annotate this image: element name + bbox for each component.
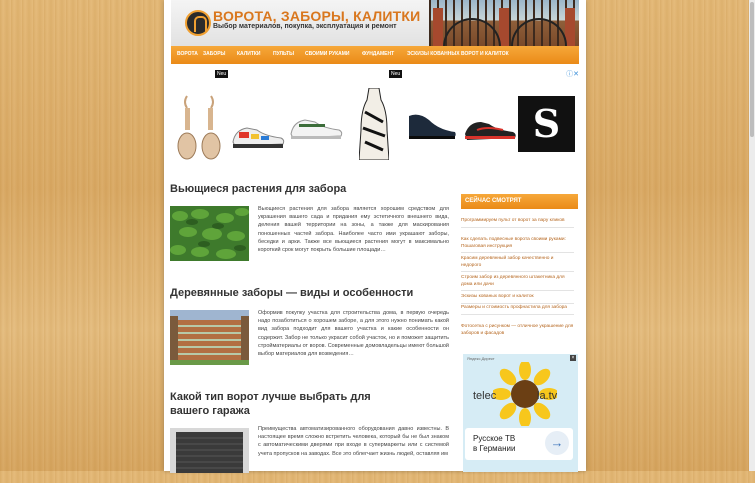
ad-label: Яндекс.Директ xyxy=(467,356,495,361)
ad-product-sport-shoe[interactable] xyxy=(461,70,517,178)
ad-badge: Neu xyxy=(391,71,401,77)
article-excerpt: Вьющиеся растения для забора является хорошим средством для украшения вашего сада и придания ему эстетичного внешнего вида, деления вашей территории на зоны, а также для маскирования поношенных частей забора. Наиболее часто ими украшают заборы, беседки и арки. Также все вьющиеся растения могут в максимально короткий срок могут покрыть большие площади… xyxy=(258,206,449,254)
product-ad-banner[interactable] xyxy=(171,70,579,180)
sidebar-link[interactable]: Строим забор из деревянного штакетника для дома или дачи xyxy=(461,275,574,291)
shoe-icon xyxy=(405,110,459,142)
header-gate-image xyxy=(429,0,579,46)
article-thumbnail-wooden-fence[interactable] xyxy=(170,310,249,365)
sidebar-link[interactable]: Программируем пульт от ворот за пару кликов xyxy=(461,218,574,228)
ad-domain-right[interactable]: la.tv xyxy=(537,390,558,402)
sidebar-link[interactable]: Размеры и стоимость профнастила для забора xyxy=(461,305,574,315)
ad-domain-left[interactable]: telec xyxy=(473,390,497,402)
article-thumbnail-garage[interactable] xyxy=(170,428,249,483)
article-thumbnail-vines[interactable] xyxy=(170,206,249,261)
ad-product-loafer[interactable] xyxy=(403,70,459,178)
ad-product-sneaker-colorful[interactable] xyxy=(229,70,285,178)
nav-item-zabory[interactable]: ЗАБОРЫ xyxy=(203,51,226,57)
article-excerpt: Оформив покупку участка для строительства дома, в первую очередь надо позаботиться о хорошем заборе, а для этого нужно понимать какой вид забора подходит для вашего участка и какие особенности он содержит. Забор не только украсит собой участок, но и поможет защитить стройматериалы от воров. Современные домовладельцы имеют большой выбор материалов для возведения… xyxy=(258,310,449,358)
nav-item-fundament[interactable]: ФУНДАМЕНТ xyxy=(362,51,395,57)
ad-brand-logo[interactable]: S xyxy=(518,96,575,152)
ad-title-line1[interactable]: Русское ТВ xyxy=(473,434,516,443)
site-subtitle: Выбор материалов, покупка, эксплуатация и ремонт xyxy=(213,23,397,30)
ad-product-earrings[interactable] xyxy=(171,70,227,178)
dress-icon xyxy=(359,88,389,160)
ad-info-icon[interactable]: ⓘ✕ xyxy=(566,71,579,78)
sneaker-icon xyxy=(463,116,517,142)
nav-item-svoimi-rukami[interactable]: СВОИМИ РУКАМИ xyxy=(305,51,350,57)
article-title[interactable]: Какой тип ворот лучше выбрать для вашего гаража xyxy=(170,391,371,417)
nav-item-pulty[interactable]: ПУЛЬТЫ xyxy=(273,51,295,57)
page-scrollbar[interactable] xyxy=(749,0,755,471)
ad-title-line2[interactable]: в Германии xyxy=(473,444,516,453)
ad-close-icon[interactable]: × xyxy=(571,355,575,361)
scrollbar-thumb[interactable] xyxy=(750,2,754,137)
article-title[interactable]: Вьющиеся растения для забора xyxy=(170,183,347,195)
sidebar-link[interactable]: Как сделать подвесные ворота своими руками: Пошаговая инструкция xyxy=(461,237,574,253)
article-excerpt: Преимущества автоматизированного оборудования давно известны. В настоящее время сложно встретить человека, который бы не был знаком с автоматическими дверями при входе в супермаркеты или с системой учета пропусков на заводах. Все это облегчает жизнь людей, оставляя им xyxy=(258,426,449,457)
sidebar-link[interactable]: Эскизы кованых ворот и калиток xyxy=(461,294,574,304)
sneaker-icon xyxy=(231,122,285,150)
ad-product-sneaker-white[interactable] xyxy=(287,70,343,178)
ad-badge: Neu xyxy=(217,71,227,77)
sidebar-link[interactable]: Фотосетка с рисунком — отличное украшение для заборов и фасадов xyxy=(461,324,574,336)
ad-bottom-card[interactable] xyxy=(465,428,573,460)
ad-product-dress[interactable] xyxy=(345,70,401,178)
sidebar-ad[interactable] xyxy=(463,354,578,472)
nav-item-eskizy[interactable]: ЭСКИЗЫ КОВАННЫХ ВОРОТ И КАЛИТОК xyxy=(407,51,509,57)
sidebar-link[interactable]: Красим деревянный забор качественно и недорого xyxy=(461,256,574,272)
sidebar-heading: СЕЙЧАС СМОТРЯТ xyxy=(461,194,578,209)
site-title[interactable]: ВОРОТА, ЗАБОРЫ, КАЛИТКИ xyxy=(213,8,421,24)
site-header xyxy=(171,0,579,46)
page-container xyxy=(164,0,586,471)
nav-item-kalitki[interactable]: КАЛИТКИ xyxy=(237,51,261,57)
sneaker-icon xyxy=(289,114,343,142)
earrings-icon xyxy=(177,92,221,164)
main-nav xyxy=(171,46,579,64)
nav-item-vorota[interactable]: ВОРОТА xyxy=(177,51,198,57)
article-title[interactable]: Деревянные заборы — виды и особенности xyxy=(170,287,414,299)
ad-arrow-button[interactable]: → xyxy=(545,431,569,455)
site-logo-icon[interactable] xyxy=(185,10,211,36)
